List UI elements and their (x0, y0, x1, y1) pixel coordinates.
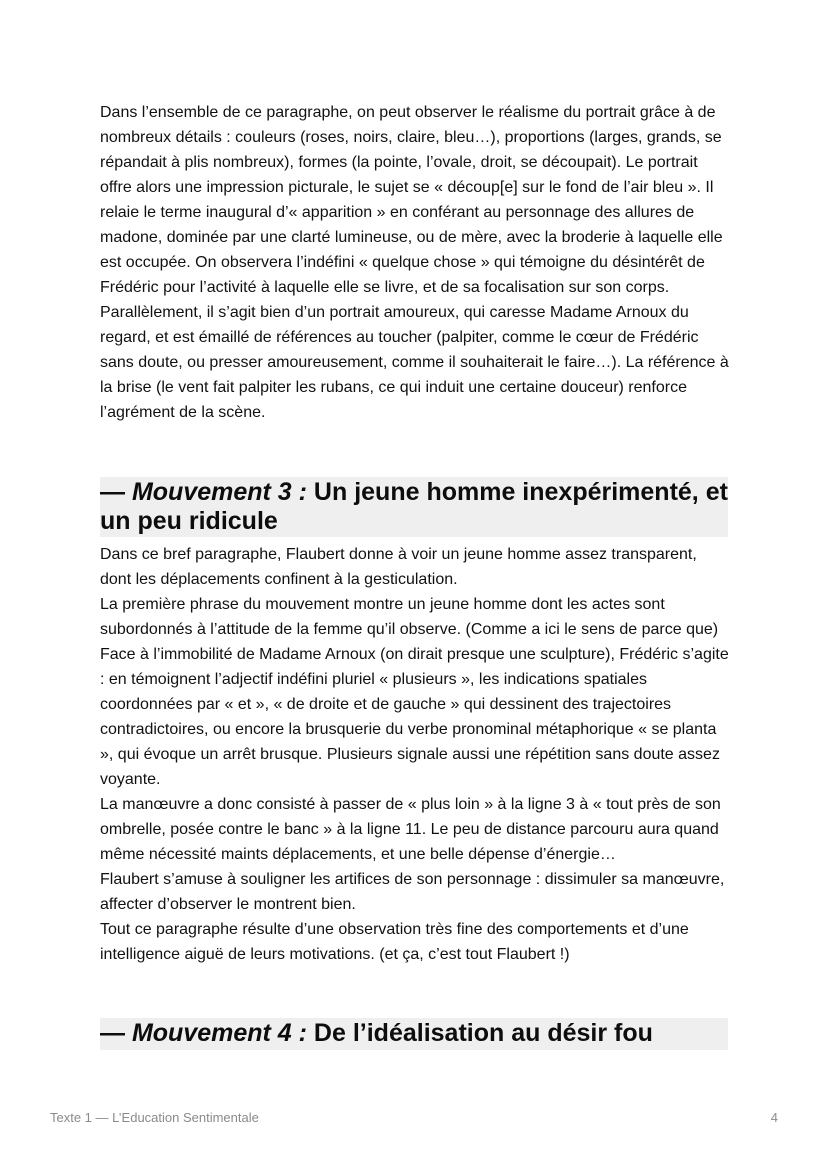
heading-mouvement-4 (100, 1018, 728, 1050)
heading-title: Un jeune homme inexpérimenté, et un peu ridicule (100, 478, 728, 535)
heading-dash: — (100, 1019, 132, 1047)
footer-page-number: 4 (770, 1110, 778, 1125)
paragraph: La manœuvre a donc consisté à passer de « plus loin » à la ligne 3 à « tout près de son ombrelle, posée contre le banc » à la ligne 11. Le peu de distance parcouru aura quand même nécessité maints déplacements, et une belle dépense d’énergie… (100, 796, 721, 863)
heading-dash: — (100, 478, 132, 506)
paragraph: Dans ce bref paragraphe, Flaubert donne à voir un jeune homme assez transparent, dont les déplacements confinent à la gesticulation. (100, 546, 697, 588)
mouvement-3-text (100, 542, 732, 967)
footer-document-title: Texte 1 — L’Education Sentimentale (50, 1110, 259, 1125)
section-2-text (100, 100, 732, 425)
paragraph: Dans l’ensemble de ce paragraphe, on peut observer le réalisme du portrait grâce à de nombreux détails : couleurs (roses, noirs, claire, bleu…), proportions (larges, grands, se répandait à plis nombreux), formes (la pointe, l’ovale, droit, se découpait). Le portrait offre alors une impression picturale, le sujet se « découp[e] sur le fond de l’air bleu ». Il relaie le terme inaugural d’« apparition » en conférant au personnage des allures de madone, dominée par une clarté lumineuse, ou de mère, avec la broderie à laquelle elle est occupée. On observera l’indéfini « quelque chose » qui témoigne du désintérêt de Frédéric pour l’activité à laquelle elle se livre, et de sa focalisation sur son corps. (100, 104, 723, 296)
heading-label: Mouvement 4 : (131, 1019, 307, 1047)
heading-mouvement-3 (100, 477, 728, 537)
heading-title: De l’idéalisation au désir fou (306, 1019, 653, 1047)
paragraph: Parallèlement, il s’agit bien d’un portrait amoureux, qui caresse Madame Arnoux du regard, et est émaillé de références au toucher (palpiter, comme le cœur de Frédéric sans doute, ou presser amoureusement, comme il souhaiterait le faire…). La référence à la brise (le vent fait palpiter les rubans, ce qui induit une certaine douceur) renforce l’agrément de la scène. (100, 304, 729, 421)
paragraph: Face à l’immobilité de Madame Arnoux (on dirait presque une sculpture), Frédéric s’agite : en témoignent l’adjectif indéfini pluriel « plusieurs », les indications spatiales coordonnées par « et », « de droite et de gauche » qui dessinent des trajectoires contradictoires, ou encore la brusquerie du verbe pronominal métaphorique « se planta », qui évoque un arrêt brusque. Plusieurs signale aussi une répétition sans doute assez voyante. (100, 646, 729, 788)
heading-label: Mouvement 3 : (131, 478, 307, 506)
paragraph: Flaubert s’amuse à souligner les artifices de son personnage : dissimuler sa manœuvre, affecter d’observer le montrent bien. (100, 871, 725, 913)
paragraph: La première phrase du mouvement montre un jeune homme dont les actes sont subordonnés à l’attitude de la femme qu’il observe. (Comme a ici le sens de parce que) (100, 596, 719, 638)
paragraph: Tout ce paragraphe résulte d’une observation très fine des comportements et d’une intelligence aiguë de leurs motivations. (et ça, c’est tout Flaubert !) (100, 921, 689, 963)
